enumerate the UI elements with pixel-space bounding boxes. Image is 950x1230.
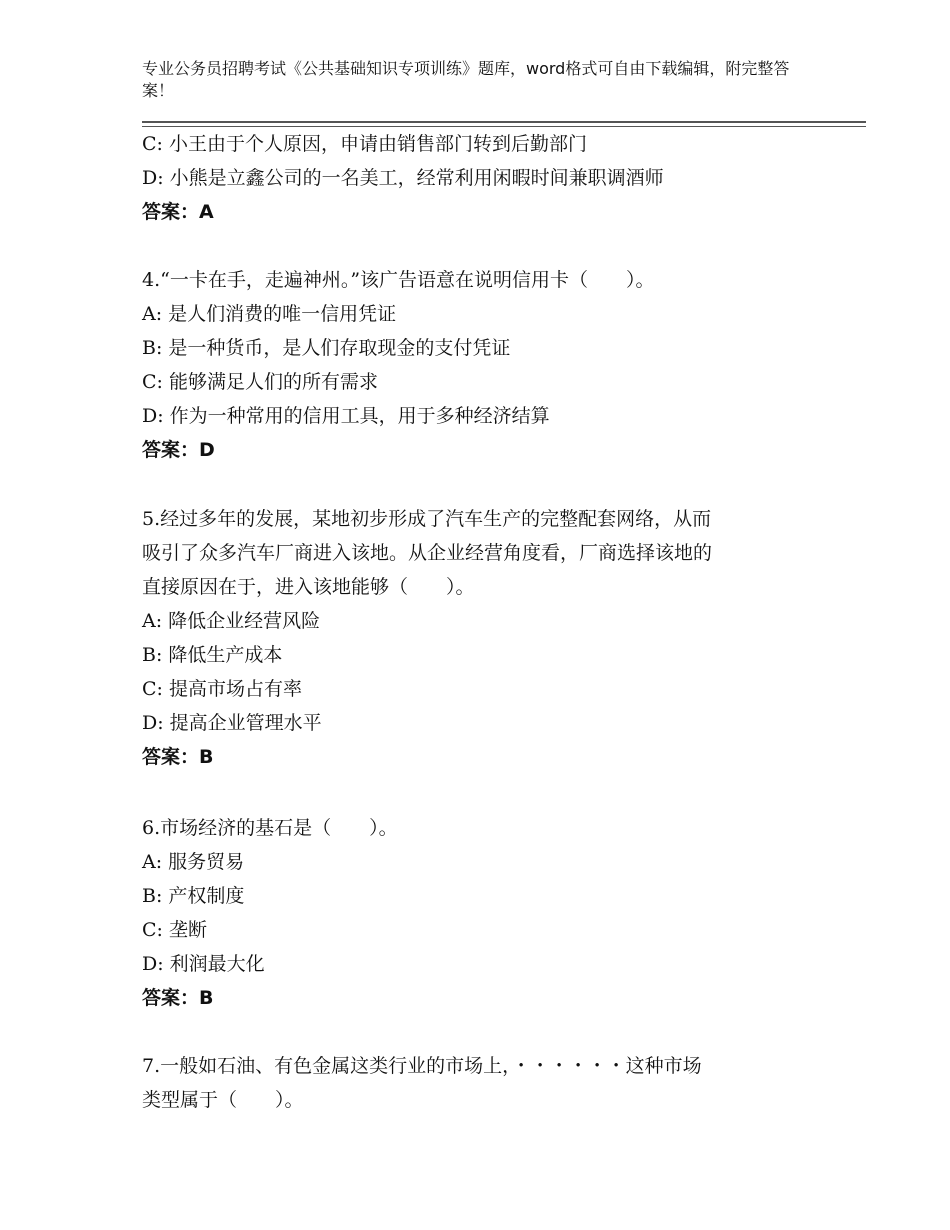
q5-option-a: A: 降低企业经营风险	[142, 610, 321, 632]
q7-stem-line1: 7.一般如石油、有色金属这类行业的市场上，・・・・・・这种市场	[142, 1055, 702, 1077]
document-header: 专业公务员招聘考试《公共基础知识专项训练》题库，word格式可自由下载编辑，附完整答案！	[142, 59, 790, 100]
q4-option-a: A: 是人们消费的唯一信用凭证	[142, 303, 397, 325]
q4-stem: 4.“一卡在手，走遍神州。”该广告语意在说明信用卡（ ）。	[142, 269, 655, 291]
q4-answer: 答案：D	[142, 439, 215, 461]
q5-answer: 答案：B	[142, 746, 214, 768]
q6-stem: 6.市场经济的基石是（ ）。	[142, 817, 398, 839]
q6-option-b: B: 产权制度	[142, 885, 245, 907]
q5-option-b: B: 降低生产成本	[142, 644, 283, 666]
q4-option-d: D: 作为一种常用的信用工具，用于多种经济结算	[142, 405, 550, 427]
header-rule	[142, 121, 866, 123]
q7-stem-line2: 类型属于（ ）。	[142, 1089, 304, 1111]
q5-stem-line3: 直接原因在于，进入该地能够（ ）。	[142, 576, 475, 598]
q5-option-c: C: 提高市场占有率	[142, 678, 302, 700]
q3-option-c: C: 小王由于个人原因，申请由销售部门转到后勤部门	[142, 133, 587, 155]
q5-stem-line2: 吸引了众多汽车厂商进入该地。从企业经营角度看，厂商选择该地的	[142, 542, 713, 564]
q6-answer: 答案：B	[142, 987, 214, 1009]
q3-option-d: D: 小熊是立鑫公司的一名美工，经常利用闲暇时间兼职调酒师	[142, 167, 664, 189]
q6-option-a: A: 服务贸易	[142, 851, 245, 873]
q6-option-c: C: 垄断	[142, 919, 207, 941]
q5-stem-line1: 5.经过多年的发展，某地初步形成了汽车生产的完整配套网络，从而	[142, 508, 712, 530]
q4-option-b: B: 是一种货币，是人们存取现金的支付凭证	[142, 337, 511, 359]
q3-answer: 答案：A	[142, 201, 214, 223]
q5-option-d: D: 提高企业管理水平	[142, 712, 322, 734]
q4-option-c: C: 能够满足人们的所有需求	[142, 371, 378, 393]
q6-option-d: D: 利润最大化	[142, 953, 265, 975]
